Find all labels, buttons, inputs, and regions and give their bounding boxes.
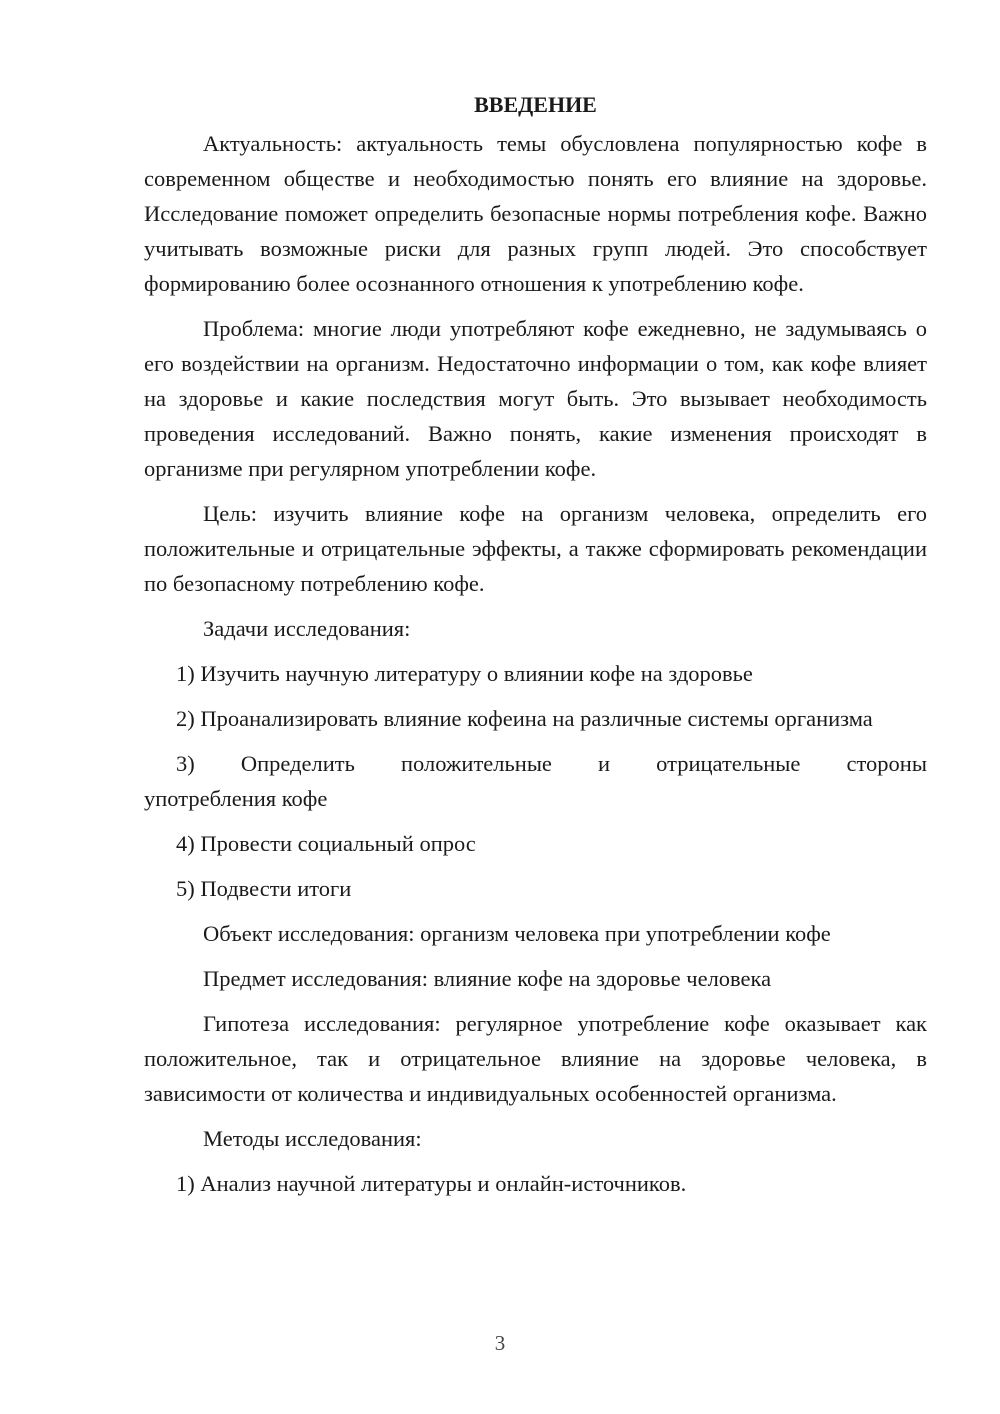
task-item-3-word: отрицательные <box>656 751 801 776</box>
goal-paragraph: Цель: изучить влияние кофе на организм человека, определить его положительные и отрицательные эффекты, а также сформировать рекомендации по безопасному потреблению кофе. <box>144 501 927 596</box>
task-item-3-word: 3) <box>176 751 195 776</box>
task-item-3-line2: употребления кофе <box>144 786 328 811</box>
task-item-3-line1 <box>144 746 927 781</box>
problem-paragraph: Проблема: многие люди употребляют кофе ежедневно, не задумываясь о его воздействии на организм. Недостаточно информации о том, как кофе влияет на здоровье и какие последствия могут быть. Это вызывает необходимость проведения исследований. Важно понять, какие изменения происходят в организме при регулярном употреблении кофе. <box>144 316 927 481</box>
task-item-3-word: и <box>598 751 611 776</box>
task-item-2: 2) Проанализировать влияние кофеина на различные системы организма <box>176 706 873 731</box>
page-number: 3 <box>494 1331 506 1355</box>
hypothesis-paragraph: Гипотеза исследования: регулярное употребление кофе оказывает как положительное, так и отрицательное влияние на здоровье человека, в зависимости от количества и индивидуальных особенностей организма. <box>144 1011 927 1106</box>
relevance-paragraph: Актуальность: актуальность темы обусловлена популярностью кофе в современном обществе и необходимостью понять его влияние на здоровье. Исследование поможет определить безопасные нормы потребления кофе. Важно учитывать возможные риски для разных групп людей. Это способствует формированию более осознанного отношения к употреблению кофе. <box>144 131 927 296</box>
task-item-4: 4) Провести социальный опрос <box>176 831 476 856</box>
object-line: Объект исследования: организм человека при употреблении кофе <box>203 921 831 946</box>
subject-line: Предмет исследования: влияние кофе на здоровье человека <box>203 966 772 991</box>
task-item-3 <box>144 746 927 816</box>
document-page <box>144 90 927 1211</box>
task-item-3-word: Определить <box>240 751 355 776</box>
tasks-heading: Задачи исследования: <box>203 616 411 641</box>
task-item-1: 1) Изучить научную литературу о влиянии кофе на здоровье <box>176 661 753 686</box>
page-title: ВВЕДЕНИЕ <box>474 92 597 117</box>
task-item-3-word: положительные <box>400 751 552 776</box>
task-item-3-word: стороны <box>846 751 927 776</box>
method-item-1: 1) Анализ научной литературы и онлайн-источников. <box>176 1171 687 1196</box>
methods-heading: Методы исследования: <box>203 1126 422 1151</box>
task-item-5: 5) Подвести итоги <box>176 876 352 901</box>
